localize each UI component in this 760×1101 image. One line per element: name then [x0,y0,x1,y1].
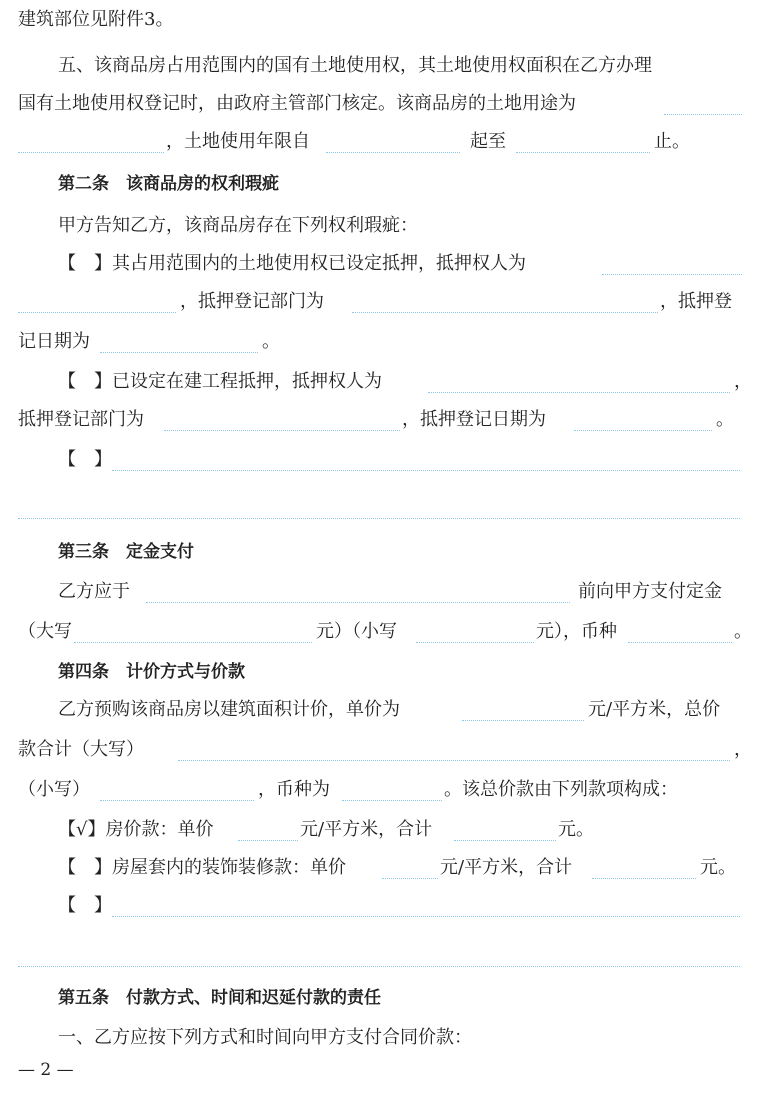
text-line [0,0,760,40]
checkbox-option-text[interactable]: 【 】 [58,895,112,916]
deposit-number-blank[interactable] [416,642,534,643]
section-heading [0,652,760,692]
text-line [0,572,760,612]
section-heading [0,164,760,204]
paragraph-text: （大写 [18,621,72,642]
other-defect-blank-cont[interactable] [18,518,740,519]
text-line [0,400,760,440]
deposit-uppercase-blank[interactable] [74,642,312,643]
paragraph-text: 款合计（大写） [18,739,144,760]
checkbox-option-text[interactable]: 【 】 [58,449,112,470]
paragraph-text: ，抵押登记部门为 [180,291,324,312]
text-line [0,848,760,888]
deposit-date-blank[interactable] [146,602,570,603]
decoration-unit-price-blank[interactable] [382,878,438,879]
text-line [0,730,760,770]
paragraph-text: ， [734,371,752,392]
paragraph-text: 起至 [470,131,506,152]
registration-date-blank[interactable] [100,352,258,353]
registration-dept-blank[interactable] [352,312,658,313]
section-heading [0,978,760,1018]
article-2-title: 第二条 该商品房的权利瑕疵 [58,174,279,194]
text-line [0,488,760,528]
land-term-end-blank[interactable] [516,152,650,153]
article-3-title: 第三条 定金支付 [58,542,194,562]
text-line [0,690,760,730]
paragraph-text: 国有土地使用权登记时，由政府主管部门核定。该商品房的土地用途为 [18,93,576,114]
paragraph-text: 元。 [700,857,736,878]
section-heading [0,532,760,572]
house-total-blank[interactable] [454,840,556,841]
paragraph-text: 。 [262,331,280,352]
text-line [0,770,760,810]
mortgagee-blank-cont[interactable] [18,312,176,313]
paragraph-text: 。该总价款由下列款项构成： [444,779,678,800]
paragraph-text: 。 [734,621,752,642]
checkbox-option-text[interactable]: 【 】已设定在建工程抵押，抵押权人为 [58,371,382,392]
mortgagee-blank[interactable] [602,274,742,275]
text-line [0,84,760,124]
text-line [0,612,760,652]
unit-price-blank[interactable] [462,720,584,721]
text-line [0,886,760,926]
paragraph-text: 建筑部位见附件3。 [18,9,174,30]
text-line [0,936,760,976]
text-line [0,810,760,850]
paragraph-text: 止。 [654,131,690,152]
text-line [0,322,760,362]
checkbox-option-text[interactable]: 【 】其占用范围内的土地使用权已设定抵押，抵押权人为 [58,253,526,274]
text-line [0,282,760,322]
paragraph-text: 元/平方米，合计 [440,857,573,878]
paragraph-text: 乙方预购该商品房以建筑面积计价，单价为 [58,699,400,720]
text-line [0,440,760,480]
paragraph-text: ，币种为 [258,779,330,800]
land-term-start-blank[interactable] [326,152,460,153]
paragraph-text: 前向甲方支付定金 [578,581,722,602]
currency-blank[interactable] [342,800,442,801]
total-number-blank[interactable] [100,800,254,801]
paragraph-text: 甲方告知乙方，该商品房存在下列权利瑕疵： [58,215,418,236]
house-unit-price-blank[interactable] [238,840,298,841]
paragraph-text: 元），币种 [536,621,617,642]
decoration-total-blank[interactable] [592,878,696,879]
article-4-title: 第四条 计价方式与价款 [58,662,245,682]
paragraph-text: 记日期为 [18,331,90,352]
text-line [0,1018,760,1058]
paragraph-text: ，土地使用年限自 [166,131,310,152]
other-price-blank[interactable] [112,916,740,917]
paragraph-text: （小写） [18,779,90,800]
mortgagee-blank[interactable] [428,392,730,393]
registration-date-blank[interactable] [574,430,712,431]
land-use-blank[interactable] [664,114,742,115]
paragraph-text: ，抵押登 [660,291,732,312]
paragraph-text: 元/平方米，合计 [300,819,433,840]
paragraph-text: 元。 [558,819,594,840]
paragraph-text: ，抵押登记日期为 [402,409,546,430]
currency-blank[interactable] [628,642,732,643]
checkbox-option-text[interactable]: 【 】房屋套内的装饰装修款：单价 [58,857,346,878]
paragraph-text: 抵押登记部门为 [18,409,144,430]
article-5-title: 第五条 付款方式、时间和迟延付款的责任 [58,988,381,1008]
checked-option-text[interactable]: 【√】房价款：单价 [58,819,214,840]
paragraph-text: ， [734,739,752,760]
land-use-blank-cont[interactable] [18,152,164,153]
paragraph-text: 五、该商品房占用范围内的国有土地使用权，其土地使用权面积在乙方办理 [58,55,652,76]
text-line [0,206,760,246]
paragraph-text: 一、乙方应按下列方式和时间向甲方支付合同价款： [58,1027,472,1048]
paragraph-text: 乙方应于 [58,581,130,602]
text-line [0,244,760,284]
paragraph-text: 元）（小写 [316,621,397,642]
other-defect-blank[interactable] [112,470,740,471]
other-price-blank-cont[interactable] [18,966,740,967]
text-line [0,362,760,402]
paragraph-text: 。 [716,409,734,430]
page-number: — 2 — [18,1060,74,1080]
paragraph-text: 元/平方米，总价 [588,699,721,720]
registration-dept-blank[interactable] [164,430,400,431]
total-uppercase-blank[interactable] [178,760,730,761]
text-line [0,46,760,86]
text-line [0,122,760,162]
